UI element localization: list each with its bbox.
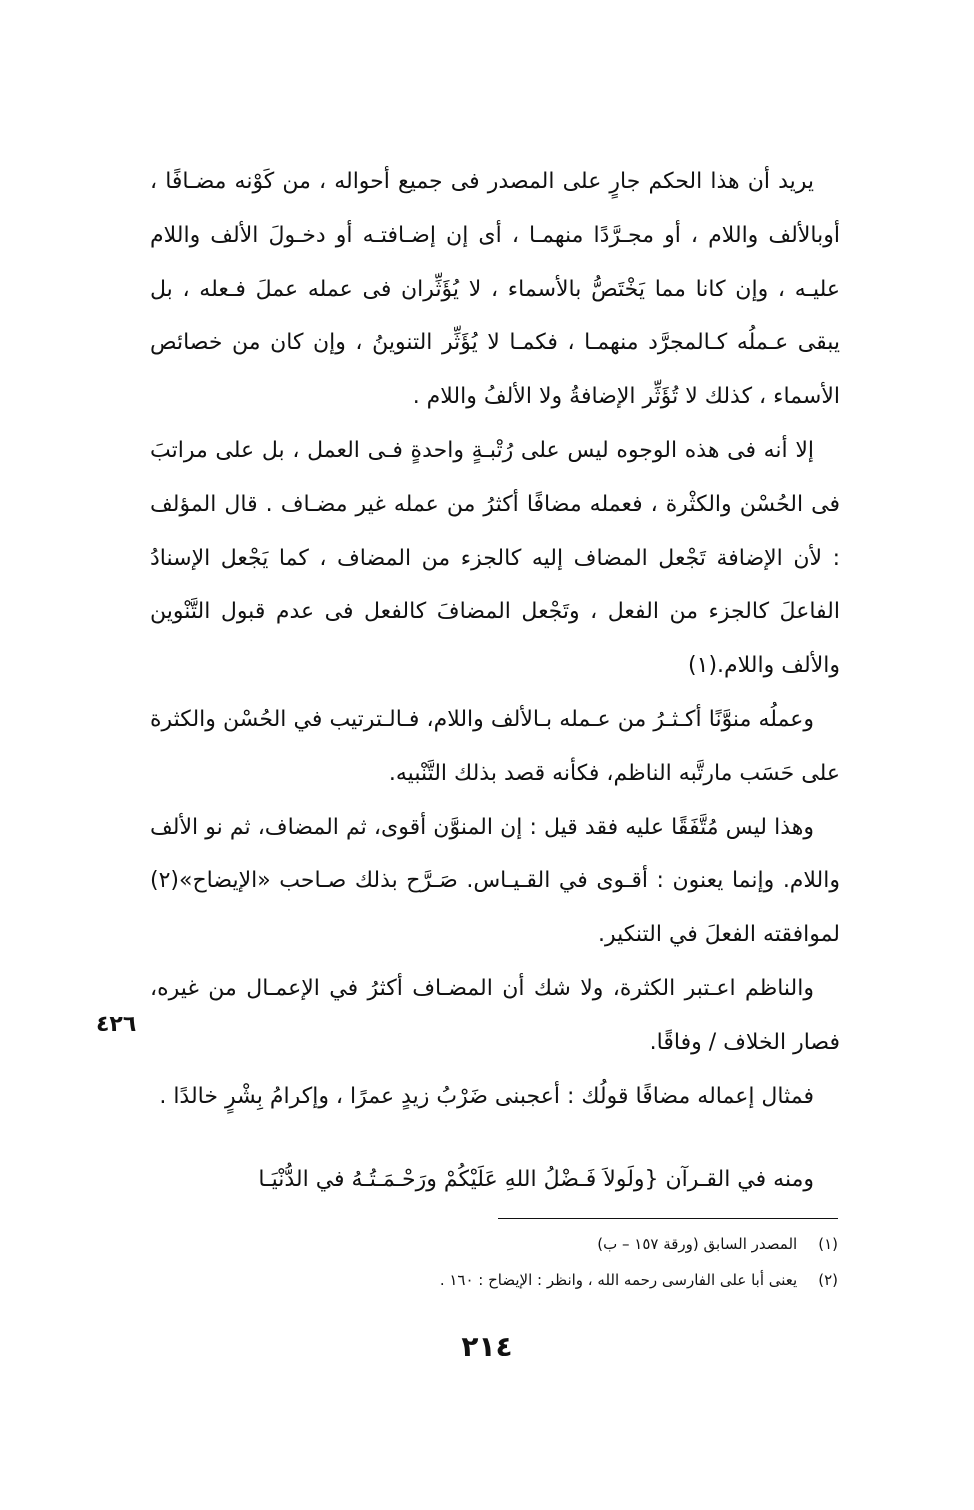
footnote-number: (١): [818, 1235, 838, 1253]
paragraph-6: فمثال إعماله مضافًا قولُك : أعجبنى ضَرْبُ زيدٍ عمرًا ، وإكرامُ بِشْرٍ خالدًا .: [159, 1083, 814, 1109]
page-number: ٢١٤: [461, 1330, 513, 1363]
footnote-1: [300, 1226, 838, 1262]
paragraph-1: يريد أن هذا الحكم جارٍ على المصدر فى جميع أحواله ، من كَوْنه مضـافًا ، أوبالألف واللام ، أو مجـرَّدًا منهمـا ، أى إن إضـافتـه أو دخـولَ الألف واللام عليـه ، وإن كانا مما يَخْتَصُّ بالأسماء ، لا يُؤَثِّران فى عمله عملَ فـعله ، بل يبقى عـملُه كـالمجرَّد منهمـا ، فكمـا لا يُؤَثِّر التنوينُ ، وإن كان من خصائص الأسماء ، كذلك لا تُؤَثِّر الإضافةُ ولا الألفُ واللام .: [150, 169, 840, 410]
quran-citation-line: ومنه في القـرآن {ولَولاَ فَـضْلُ اللهِ عَلَيْكُمْ ورَحْـمَـتُـهُ في الدُّنْيَـا: [258, 1167, 814, 1192]
margin-folio-number: ٤٢٦: [96, 1012, 137, 1037]
footnote-2: [300, 1262, 838, 1298]
main-text: [150, 155, 840, 1123]
paragraph-5: والناظم اعـتبر الكثرة، ولا شك أن المضـاف أكثرُ في الإعمـال من غيره، فصار الخلاف / وفاقًا.: [150, 975, 840, 1055]
footnotes: [300, 1226, 838, 1298]
footnote-text: يعنى أبا على الفارسى رحمه الله ، وانظر : الإيضاح : ١٦٠ .: [439, 1271, 798, 1289]
footnote-divider: [498, 1218, 838, 1219]
paragraph-2: إلا أنه فى هذه الوجوه ليس على رُتْبـةٍ واحدةٍ فـى العمل ، بل على مراتبَ فى الحُسْن والكثْرة ، فعمله مضافًا أكثرُ من عمله غير مضـاف . قال المؤلف : لأن الإضافة تَجْعل المضاف إليه كالجزء من المضاف ، كما يَجْعل الإسنادُ الفاعلَ كالجزء من الفعل ، وتَجْعل المضافَ كالفعل فى عدم قبول التَّنْوين والألف واللام.(١): [150, 437, 840, 679]
paragraph-4: وهذا ليس مُتَّفَقًا عليه فقد قيل : إن المنوَّن أقوى، ثم المضاف، ثم نو الألف واللام. وإنما يعنون : أقـوى في القـيـاس. صَـرَّح بذلك صـاحب «الإيضاح»(٢) لموافقته الفعلَ في التنكير.: [150, 814, 840, 948]
footnote-number: (٢): [818, 1271, 838, 1289]
paragraph-3: وعملُه منوَّنًا أكـثـرُ من عـمله بـالألف واللام، فـالـترتيب في الحُسْن والكثرة على حَسَب مارتَّبه الناظم، فكأنه قصد بذلك التَّنْبيه.: [150, 706, 840, 786]
footnote-text: المصدر السابق (ورقة ١٥٧ – ب): [597, 1235, 798, 1253]
